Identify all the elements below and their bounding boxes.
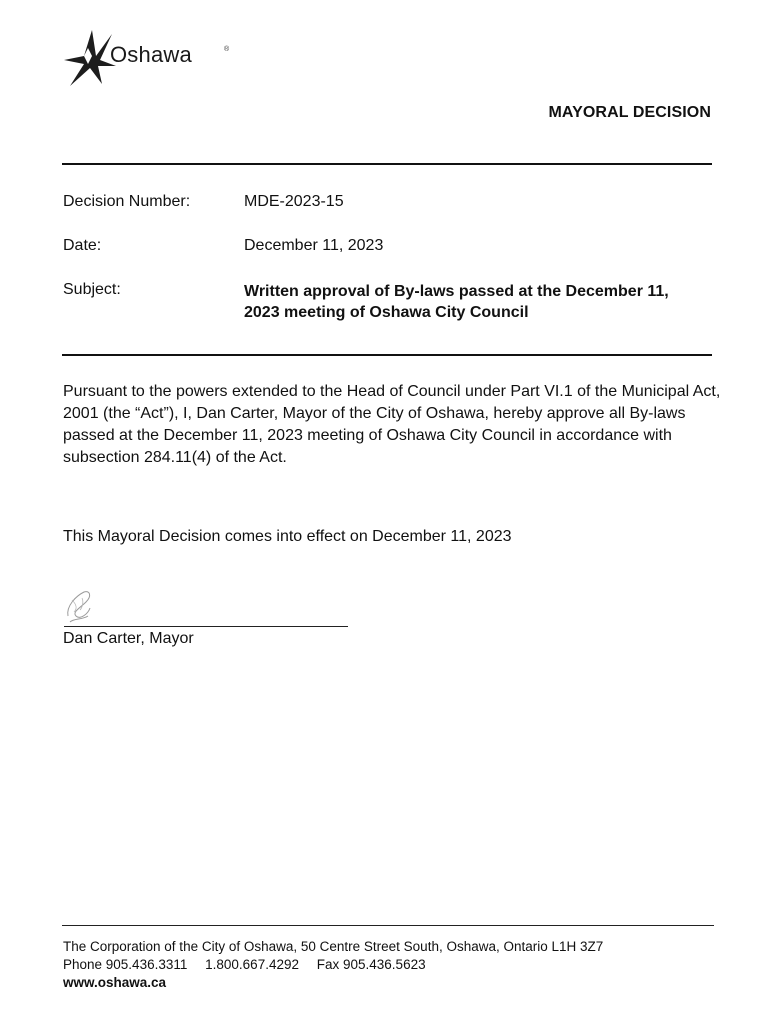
subject-value: Written approval of By-laws passed at the December 11, 2023 meeting of Oshawa City Council (244, 283, 669, 321)
footer-address: The Corporation of the City of Oshawa, 50 Centre Street South, Oshawa, Ontario L1H 3Z7 (63, 939, 604, 954)
bottom-divider (62, 354, 712, 356)
footer-contact (63, 956, 603, 974)
signature-scribble (62, 586, 98, 626)
effective-date-paragraph: This Mayoral Decision comes into effect on December 11, 2023 (63, 528, 512, 545)
footer-divider (62, 925, 714, 926)
decision-paragraph: Pursuant to the powers extended to the Head of Council under Part VI.1 of the Municipal Act, 2001 (the “Act”), I, Dan Carter, Mayor of the City of Oshawa, hereby approve all By-laws passed at the December 11, 2023 meeting of Oshawa City Council in accordance with subsection 284.11(4) of the Act. (63, 383, 721, 466)
date-label: Date: (63, 237, 102, 254)
decision-number-label: Decision Number: (63, 193, 191, 210)
date-value: December 11, 2023 (244, 237, 384, 254)
document-heading: MAYORAL DECISION (548, 104, 711, 121)
subject-label: Subject: (63, 281, 121, 298)
signature-line (64, 626, 348, 627)
decision-number-value: MDE-2023-15 (244, 193, 344, 210)
footer-phone: Phone 905.436.3311 (63, 957, 188, 972)
footer (63, 938, 603, 992)
signatory-name: Dan Carter, Mayor (63, 630, 194, 647)
footer-tollfree: 1.800.667.4292 (205, 957, 299, 972)
footer-website-link[interactable]: www.oshawa.ca (63, 975, 167, 990)
oshawa-logo (62, 26, 242, 90)
logo-text: Oshawa (110, 42, 192, 67)
footer-fax: Fax 905.436.5623 (316, 957, 426, 972)
logo-registered-mark: ® (224, 46, 230, 53)
top-divider (62, 163, 712, 165)
